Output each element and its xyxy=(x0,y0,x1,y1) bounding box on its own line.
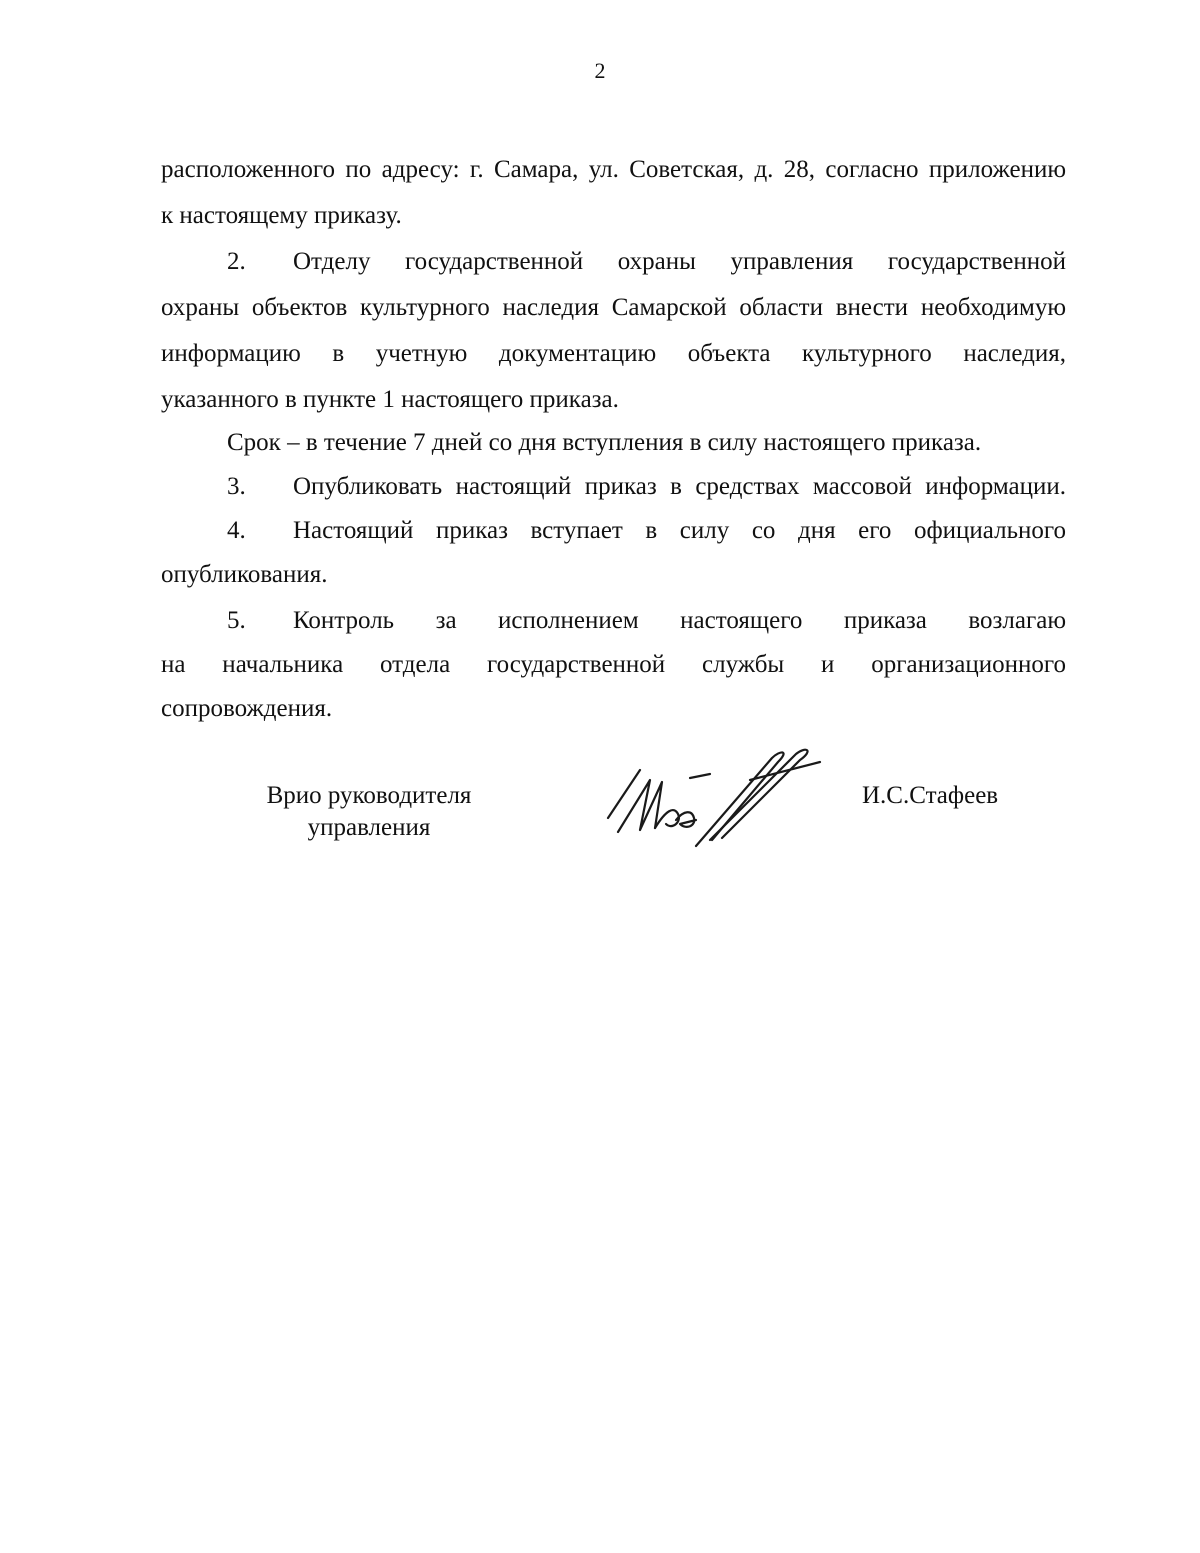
signature-stroke-2 xyxy=(618,780,662,832)
page-number: 2 xyxy=(594,58,606,83)
signer-title-line-2: управления xyxy=(307,814,431,841)
item-5-line-3: сопровождения. xyxy=(161,695,333,722)
signature-stroke-3 xyxy=(655,810,679,828)
handwritten-signature xyxy=(600,740,830,850)
signature-stroke-7 xyxy=(710,750,808,840)
item-2-line-4: указанного в пункте 1 настоящего приказа. xyxy=(161,386,619,413)
item-2-line-2: охраны объектов культурного наследия Самарской области внести необходимую xyxy=(161,294,1066,321)
signature-stroke-5 xyxy=(690,774,710,778)
item-4-line-2: опубликования. xyxy=(161,561,328,588)
item-5-line-1: Контроль за исполнением настоящего приказа возлагаю xyxy=(293,607,1066,634)
signer-name: И.С.Стафеев xyxy=(862,782,999,809)
signature-stroke-1 xyxy=(608,770,640,818)
item-4-line-1: Настоящий приказ вступает в силу со дня его официального xyxy=(293,517,1066,544)
item-5-line-2: на начальника отдела государственной службы и организационного xyxy=(161,651,1066,678)
deadline-line: Срок – в течение 7 дней со дня вступления в силу настоящего приказа. xyxy=(227,429,982,456)
signer-title-line-1: Врио руководителя xyxy=(266,782,472,809)
item-5-number: 5. xyxy=(227,607,246,634)
item-2-line-1: Отделу государственной охраны управления государственной xyxy=(293,248,1066,275)
item-3-number: 3. xyxy=(227,473,246,500)
item-3-line-1: Опубликовать настоящий приказ в средствах массовой информации. xyxy=(293,473,1066,500)
intro-line-2: к настоящему приказу. xyxy=(161,202,402,229)
signer-title xyxy=(236,780,502,844)
item-2-line-3: информацию в учетную документацию объекта культурного наследия, xyxy=(161,340,1066,367)
intro-line-1: расположенного по адресу: г. Самара, ул. Советская, д. 28, согласно приложению xyxy=(161,156,1066,183)
item-4-number: 4. xyxy=(227,517,246,544)
item-2-number: 2. xyxy=(227,248,246,275)
signature-stroke-6 xyxy=(696,752,784,846)
